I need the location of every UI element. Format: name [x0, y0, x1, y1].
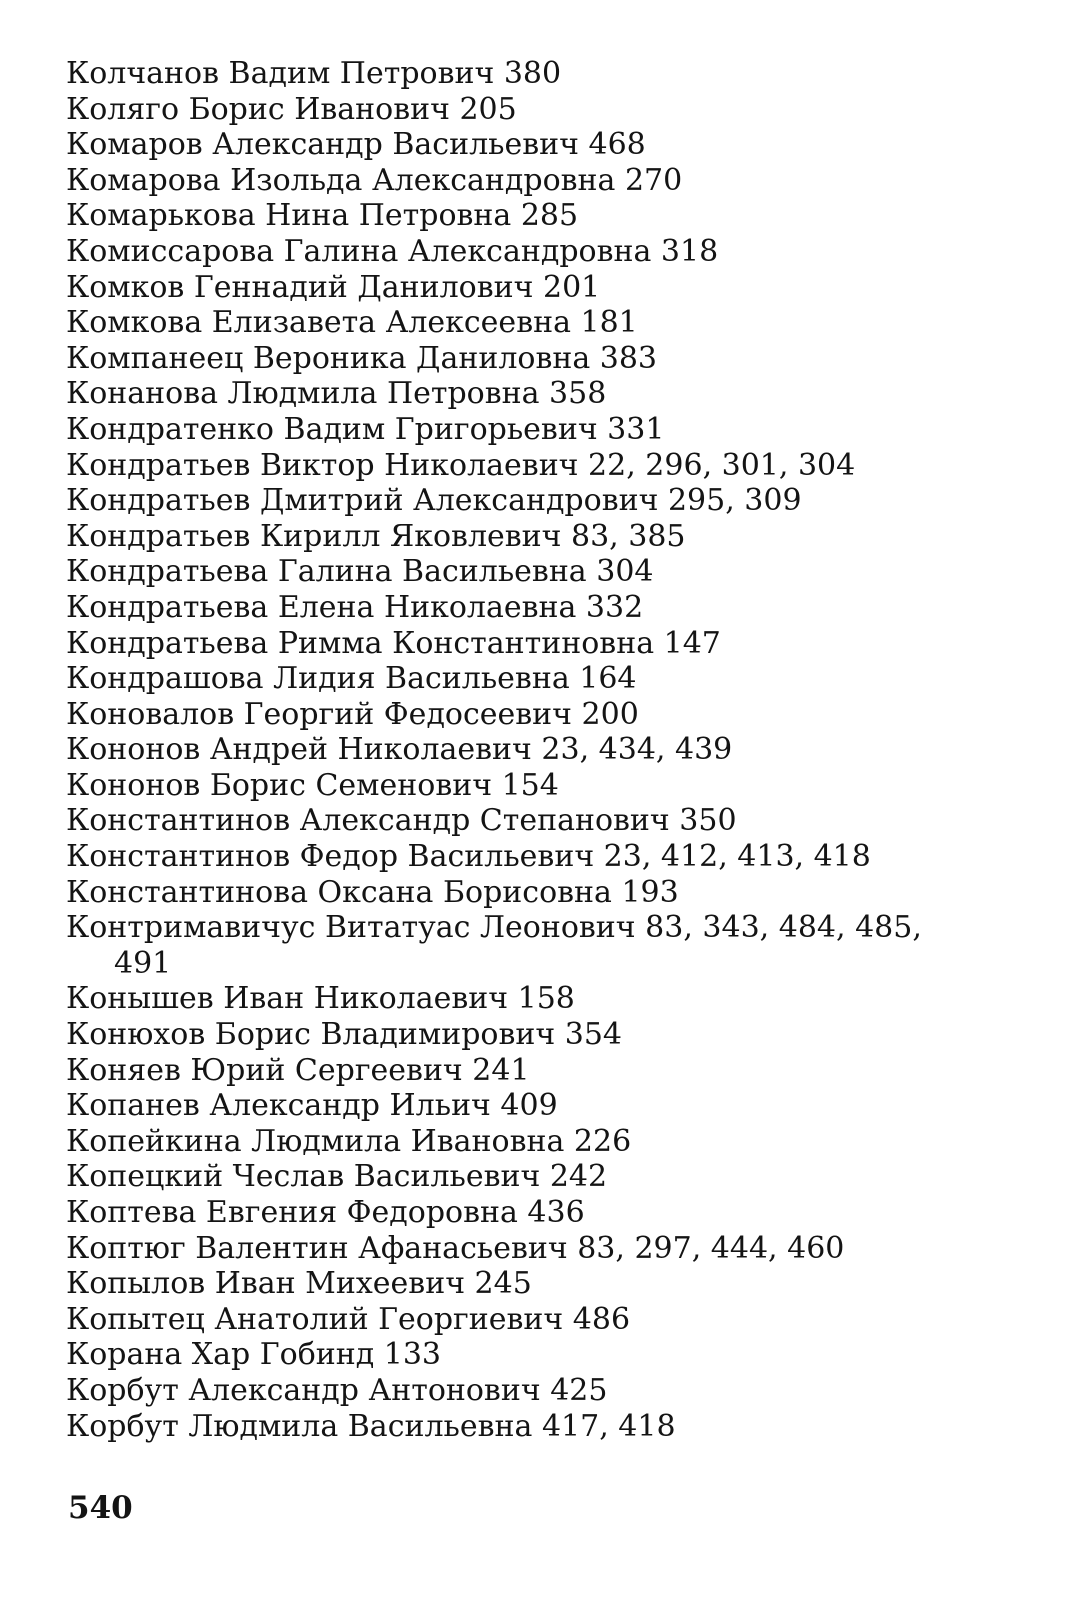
index-entry: Константинов Федор Васильевич 23, 412, 413, 418	[66, 839, 871, 875]
index-entry-text: Контримавичус Витатуас Леонович 83, 343, 484, 485,	[66, 910, 922, 946]
index-entry: Корбут Александр Антонович 425	[66, 1372, 608, 1408]
index-entry: Коптева Евгения Федоровна 436	[66, 1195, 585, 1230]
index-entry: Конюхов Борис Владимирович 354	[66, 1017, 623, 1053]
index-entry: Копецкий Чеслав Васильевич 242	[66, 1159, 608, 1195]
index-entry: Колчанов Вадим Петрович 380	[66, 56, 562, 91]
index-entry: Комарова Изольда Александровна 270	[66, 162, 683, 198]
index-entry: Копейкина Людмила Ивановна 226	[66, 1123, 632, 1159]
name-index-list	[66, 56, 1056, 1444]
index-entry: Комкова Елизавета Алексеевна 181	[66, 305, 638, 341]
index-entry: Кондратьева Галина Васильевна 304	[66, 554, 654, 590]
page-number: 540	[68, 1490, 133, 1526]
index-entry: Копанев Александр Ильич 409	[66, 1088, 558, 1124]
index-entry: Комаров Александр Васильевич 468	[66, 127, 646, 163]
index-entry: Кондратьев Виктор Николаевич 22, 296, 301, 304	[66, 447, 856, 483]
index-entry: Константинов Александр Степанович 350	[66, 803, 737, 839]
index-entry: Комков Геннадий Данилович 201	[66, 269, 601, 305]
index-entry: Корана Хар Гобинд 133	[66, 1337, 442, 1373]
index-entry: Комарькова Нина Петровна 285	[66, 198, 579, 234]
index-entry: Коняев Юрий Сергеевич 241	[66, 1052, 530, 1088]
index-entry: Константинова Оксана Борисовна 193	[66, 874, 679, 910]
index-entry-continuation: 491	[114, 945, 172, 981]
index-entry: Кондратьева Елена Николаевна 332	[66, 589, 644, 625]
index-entry: Конанова Людмила Петровна 358	[66, 376, 607, 412]
index-entry: Коновалов Георгий Федосеевич 200	[66, 696, 639, 732]
index-entry: Кондратьева Римма Константиновна 147	[66, 625, 721, 661]
index-entry: Компанеец Вероника Даниловна 383	[66, 340, 658, 376]
index-entry: Копытец Анатолий Георгиевич 486	[66, 1301, 631, 1337]
index-entry: Кондратьев Кирилл Яковлевич 83, 385	[66, 518, 686, 554]
index-entry: Кондратьев Дмитрий Александрович 295, 309	[66, 483, 802, 519]
index-entry: Кононов Борис Семенович 154	[66, 767, 559, 803]
index-entry: Коляго Борис Иванович 205	[66, 91, 517, 127]
index-entry: Комиссарова Галина Александровна 318	[66, 233, 719, 269]
index-entry: Коптюг Валентин Афанасьевич 83, 297, 444, 460	[66, 1230, 845, 1266]
index-entry: Конышев Иван Николаевич 158	[66, 981, 575, 1017]
index-entry: Копылов Иван Михеевич 245	[66, 1266, 532, 1302]
index-entry: Кондратенко Вадим Григорьевич 331	[66, 411, 665, 447]
index-entry: Кондрашова Лидия Васильевна 164	[66, 661, 637, 697]
index-entry: Корбут Людмила Васильевна 417, 418	[66, 1408, 676, 1444]
index-entry	[66, 910, 1056, 981]
index-entry: Кононов Андрей Николаевич 23, 434, 439	[66, 732, 733, 768]
